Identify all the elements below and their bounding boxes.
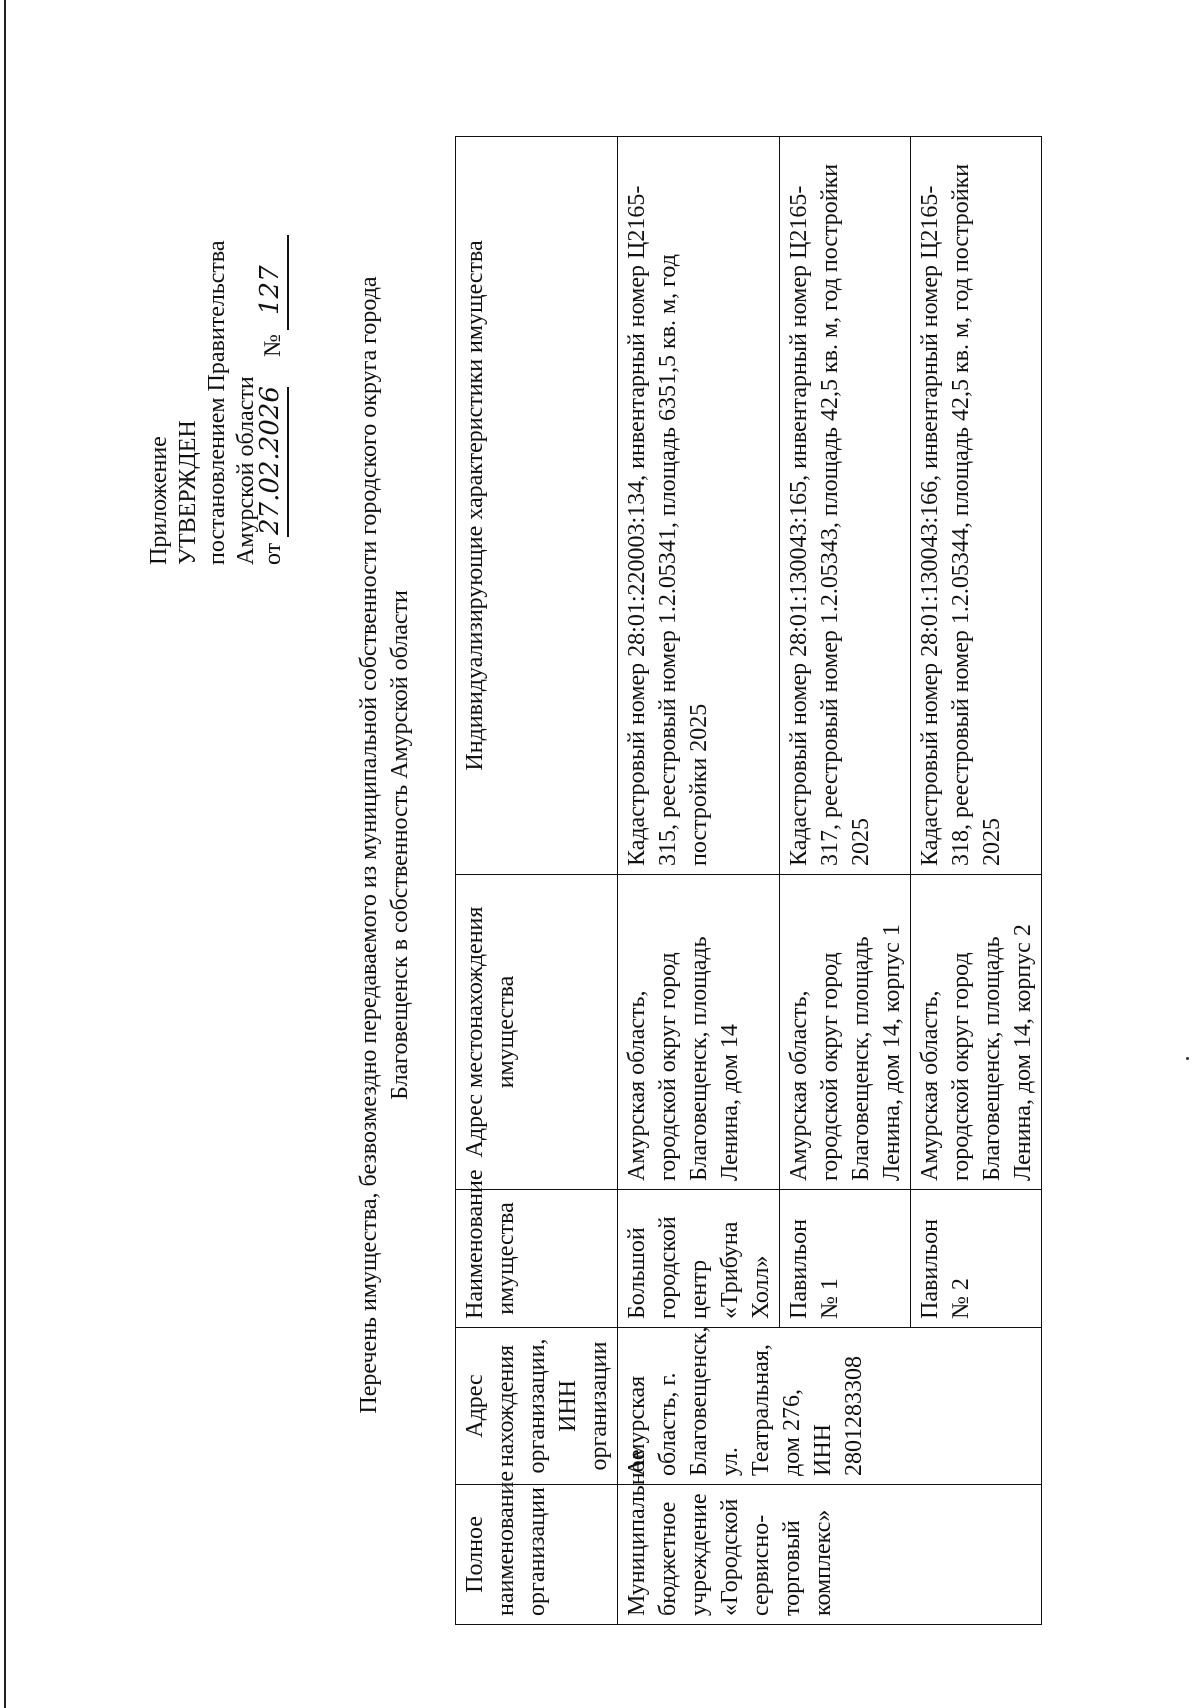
cell-property-name: Павильон № 2 xyxy=(911,1190,1042,1328)
property-table xyxy=(455,136,1042,1625)
cell-characteristics: Кадастровый номер 28:01:130043:165, инвентарный номер Ц2165-317, реестровый номер 1.2.05343, площадь 42,5 кв. м, год постройки 2025 xyxy=(780,137,911,875)
approval-approved: УТВЕРЖДЕН xyxy=(175,420,201,565)
cell-property-address: Амурская область, городской округ город Благовещенск, площадь Ленина, дом 14, корпус 1 xyxy=(780,875,911,1190)
rotated-content xyxy=(75,125,1175,1625)
cell-characteristics: Кадастровый номер 28:01:220003:134, инвентарный номер Ц2165-315, реестровый номер 1.2.05341, площадь 6351,5 кв. м, год постройки 2025 xyxy=(618,137,780,875)
header-org-address: Адрес нахождения организации, ИНН организации xyxy=(456,1328,618,1485)
cell-characteristics: Кадастровый номер 28:01:130043:166, инвентарный номер Ц2165-318, реестровый номер 1.2.05344, площадь 42,5 кв. м, год постройки 2025 xyxy=(911,137,1042,875)
cell-property-name: Большой городской центр «Трибуна Холл» xyxy=(618,1190,780,1328)
approval-number-prefix: № xyxy=(260,334,286,357)
header-characteristics: Индивидуализирующие характеристики имущества xyxy=(456,137,618,875)
table-row xyxy=(618,137,780,1625)
approval-date-prefix: от xyxy=(260,542,286,565)
approval-decree: постановлением Правительства xyxy=(204,240,230,565)
cell-property-address: Амурская область, городской округ город Благовещенск, площадь Ленина, дом 14 xyxy=(618,875,780,1190)
document-title-line-1: Перечень имущества, безвозмездно передаваемого из муниципальной собственности городского округа города xyxy=(356,276,382,1414)
scan-speck xyxy=(1186,1057,1189,1060)
number-underline xyxy=(287,235,289,330)
header-org-name: Полное наименование организации xyxy=(456,1485,618,1625)
header-property-address: Адрес местонахождения имущества xyxy=(456,875,618,1190)
scan-edge-line xyxy=(4,0,6,1708)
header-property-name: Наименование имущества xyxy=(456,1190,618,1328)
cell-org-name: Муниципальное бюджетное учреждение «Городской сервисно-торговый комплекс» xyxy=(618,1485,1042,1625)
document-title-line-2: Благовещенск в собственность Амурской области xyxy=(387,590,413,1100)
cell-property-address: Амурская область, городской округ город Благовещенск, площадь Ленина, дом 14, корпус 2 xyxy=(911,875,1042,1190)
table-header-row xyxy=(456,137,618,1625)
cell-property-name: Павильон № 1 xyxy=(780,1190,911,1328)
approval-region: Амурской области xyxy=(233,376,259,565)
cell-org-address: Амурская область, г. Благовещенск, ул. Театральная, дом 276, ИНН 2801283308 xyxy=(618,1328,1042,1485)
approval-appendix: Приложение xyxy=(146,436,172,565)
approval-number-handwritten: 127 xyxy=(255,265,285,315)
date-underline xyxy=(287,387,289,537)
approval-date-handwritten: 27.02.2026 xyxy=(255,386,285,535)
